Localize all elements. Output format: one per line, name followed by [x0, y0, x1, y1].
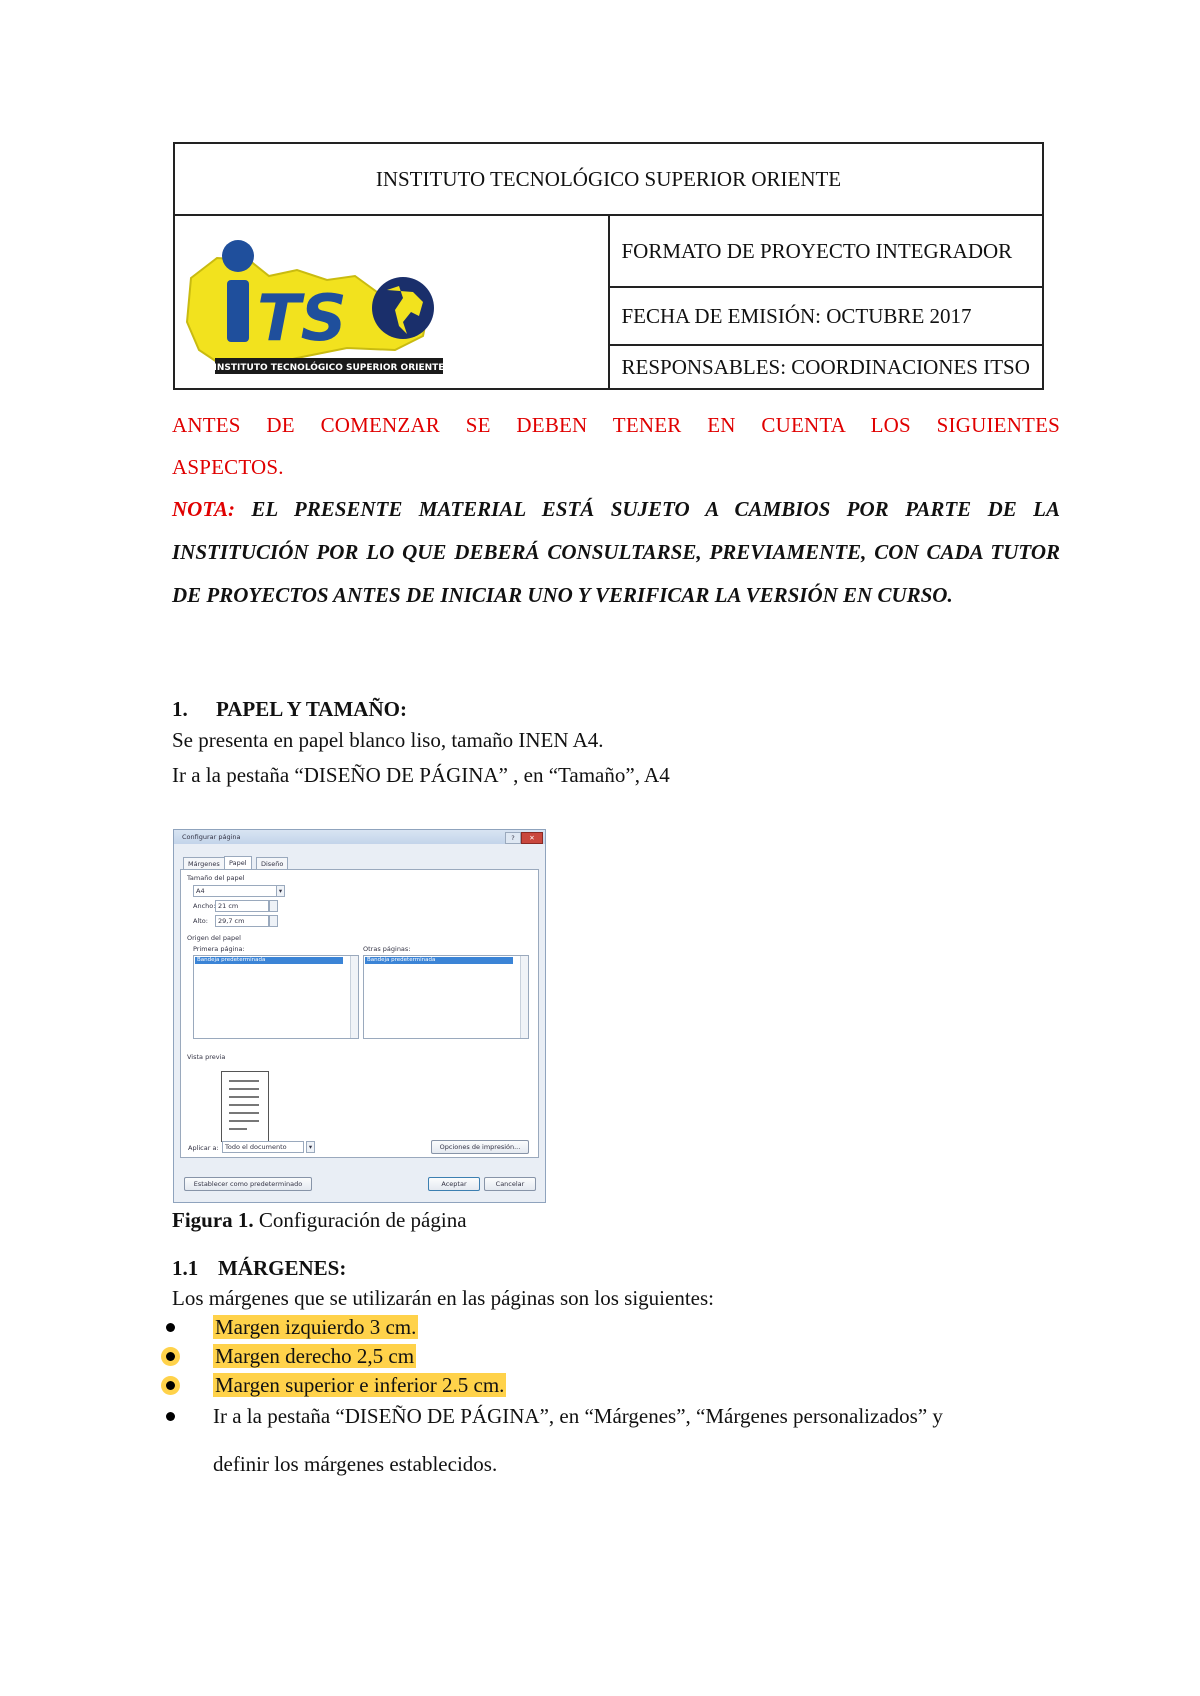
logo-i-dot	[222, 240, 254, 272]
page-setup-screenshot	[173, 829, 546, 1203]
tab-margins[interactable]: Márgenes	[183, 857, 225, 871]
institute-name: INSTITUTO TECNOLÓGICO SUPERIOR ORIENTE	[174, 143, 1043, 215]
apply-to-dropdown[interactable]: ▾	[306, 1141, 315, 1153]
margin-right-text: Margen derecho 2,5 cm	[215, 1344, 415, 1368]
figure-1-label: Figura 1.	[172, 1208, 254, 1232]
bullet-icon	[166, 1352, 175, 1361]
set-default-button[interactable]: Establecer como predeterminado	[184, 1177, 312, 1191]
paper-size-select[interactable]: A4	[193, 885, 277, 897]
bullet-icon	[166, 1323, 175, 1332]
issue-date: FECHA DE EMISIÓN: OCTUBRE 2017	[609, 287, 1044, 345]
first-page-selected[interactable]: Bandeja predeterminada	[195, 957, 343, 964]
logo-letters: TS	[257, 282, 347, 356]
bullet-icon	[166, 1381, 175, 1390]
margin-top-bottom-text: Margen superior e inferior 2.5 cm.	[215, 1373, 505, 1397]
warning-line-1: ANTES DE COMENZAR SE DEBEN TENER EN CUENTA LOS SIGUIENTES	[172, 413, 1060, 437]
tab-layout[interactable]: Diseño	[256, 857, 288, 871]
section-1-1-number: 1.1	[172, 1256, 199, 1280]
width-label: Ancho:	[193, 902, 216, 910]
margins-instruction-line-2: definir los márgenes establecidos.	[213, 1452, 498, 1476]
format-title: FORMATO DE PROYECTO INTEGRADOR	[609, 215, 1044, 287]
other-pages-label: Otras páginas:	[363, 945, 411, 953]
height-input[interactable]: 29,7 cm	[215, 915, 269, 927]
preview-label: Vista previa	[187, 1053, 226, 1061]
other-pages-selected[interactable]: Bandeja predeterminada	[365, 957, 513, 964]
apply-to-label: Aplicar a:	[188, 1144, 219, 1152]
section-1-number: 1.	[172, 697, 188, 721]
close-icon[interactable]: ✕	[521, 832, 543, 844]
logo-cell	[174, 215, 609, 389]
first-page-scrollbar[interactable]	[350, 956, 358, 1038]
page-preview	[221, 1071, 269, 1142]
warning-line-2: ASPECTOS.	[172, 455, 284, 479]
responsibles: RESPONSABLES: COORDINACIONES ITSO	[609, 345, 1044, 389]
figure-1-text: Configuración de página	[253, 1208, 467, 1232]
itso-logo	[177, 218, 477, 388]
other-pages-scrollbar[interactable]	[520, 956, 528, 1038]
section-1-line-2: Ir a la pestaña “DISEÑO DE PÁGINA” , en “Tamaño”, A4	[172, 763, 670, 787]
dialog-titlebar	[174, 830, 545, 844]
note-text: EL PRESENTE MATERIAL ESTÁ SUJETO A CAMBIOS POR PARTE DE LA INSTITUCIÓN POR LO QUE DEBERÁ CONSULTARSE, PREVIAMENTE, CON CADA TUTOR DE PROYECTOS ANTES DE INICIAR UNO Y VERIFICAR LA VERSIÓN EN CURSO.	[172, 497, 1060, 607]
other-pages-list[interactable]	[363, 955, 529, 1039]
dialog-title: Configurar página	[182, 833, 241, 841]
cancel-button[interactable]: Cancelar	[484, 1177, 536, 1191]
section-1-title: PAPEL Y TAMAÑO:	[216, 697, 407, 721]
paper-source-label: Origen del papel	[187, 934, 241, 942]
tab-paper[interactable]: Papel	[224, 856, 252, 871]
header-table	[173, 142, 1044, 390]
chevron-down-icon[interactable]: ▾	[276, 885, 285, 897]
margin-left-text: Margen izquierdo 3 cm.	[215, 1315, 417, 1339]
width-input[interactable]: 21 cm	[215, 900, 269, 912]
width-spinner[interactable]	[269, 900, 278, 912]
note-paragraph	[172, 488, 1060, 617]
bullet-icon	[166, 1412, 175, 1421]
section-1-1-title: MÁRGENES:	[218, 1256, 347, 1280]
logo-i-stem	[227, 280, 249, 342]
figure-1-caption	[172, 1208, 467, 1233]
logo-banner-text: INSTITUTO TECNOLÓGICO SUPERIOR ORIENTE	[213, 363, 445, 373]
apply-to-select[interactable]: Todo el documento	[222, 1141, 304, 1153]
height-label: Alto:	[193, 917, 208, 925]
margins-intro: Los márgenes que se utilizarán en las páginas son los siguientes:	[172, 1286, 714, 1310]
section-1-line-1: Se presenta en papel blanco liso, tamaño INEN A4.	[172, 728, 604, 752]
margins-instruction-line-1: Ir a la pestaña “DISEÑO DE PÁGINA”, en “Márgenes”, “Márgenes personalizados” y	[213, 1404, 943, 1428]
paper-size-label: Tamaño del papel	[187, 874, 245, 882]
help-icon[interactable]: ?	[505, 832, 521, 844]
print-options-button[interactable]: Opciones de impresión...	[431, 1140, 529, 1154]
height-spinner[interactable]	[269, 915, 278, 927]
first-page-label: Primera página:	[193, 945, 245, 953]
note-label: NOTA:	[172, 497, 235, 521]
first-page-list[interactable]	[193, 955, 359, 1039]
ok-button[interactable]: Aceptar	[428, 1177, 480, 1191]
